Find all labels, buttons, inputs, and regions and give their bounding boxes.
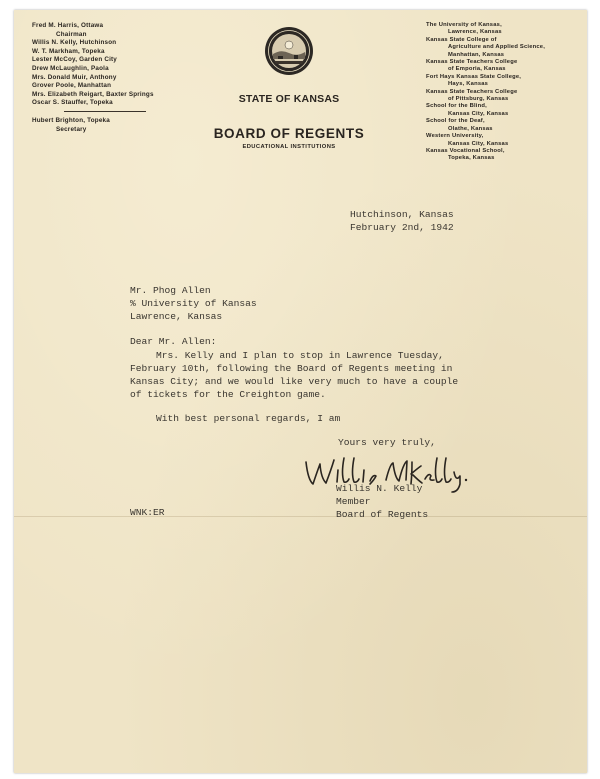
secretary-name: Hubert Brighton, Topeka	[32, 116, 110, 124]
letter-place: Hutchinson, Kansas	[350, 209, 454, 220]
institution-line: Topeka, Kansas	[448, 155, 495, 162]
institution-line: School for the Blind,	[426, 103, 487, 110]
institution-line: Olathe, Kansas	[448, 125, 493, 132]
institution-line: Kansas State Teachers College	[426, 88, 518, 95]
reference-initials: WNK:ER	[130, 507, 165, 518]
body-line: February 10th, following the Board of Regents meeting in	[130, 363, 453, 374]
officer-line: Mrs. Elizabeth Reigart, Baxter Springs	[32, 90, 154, 98]
institutions-list	[426, 22, 566, 163]
body-line: Mrs. Kelly and I plan to stop in Lawrence Tuesday,	[156, 350, 444, 361]
regards-line: With best personal regards, I am	[156, 413, 341, 424]
institution-line: Kansas State College of	[426, 36, 497, 43]
institution-line: Kansas City, Kansas	[448, 110, 509, 117]
state-seal-icon	[264, 26, 314, 76]
fold-line	[14, 516, 587, 517]
officer-line: Mrs. Donald Muir, Anthony	[32, 73, 117, 81]
institution-line: Kansas Vocational School,	[426, 147, 505, 154]
institution-line: Kansas State Teachers College	[426, 59, 518, 66]
officer-line: Fred M. Harris, Ottawa	[32, 22, 104, 29]
officer-line: Drew McLaughlin, Paola	[32, 64, 109, 72]
closing: Yours very truly,	[338, 437, 436, 448]
institution-line: of Pittsburg, Kansas	[448, 96, 509, 103]
institution-line: of Emporia, Kansas	[448, 66, 506, 73]
institution-line: Manhattan, Kansas	[448, 51, 505, 58]
signer-board: Board of Regents	[336, 509, 429, 520]
institution-line: School for the Deaf,	[426, 118, 485, 125]
institution-line: The University of Kansas,	[426, 22, 502, 28]
board-subtitle: EDUCATIONAL INSTITUTIONS	[242, 144, 336, 150]
recipient-line: Mr. Phog Allen	[130, 285, 211, 296]
signer-name: Willis N. Kelly	[336, 483, 423, 494]
institution-line: Western University,	[426, 133, 484, 140]
officer-line: Oscar S. Stauffer, Topeka	[32, 99, 113, 107]
recipient-line: Lawrence, Kansas	[130, 311, 223, 322]
officers-list	[32, 22, 202, 134]
letter-date: February 2nd, 1942	[350, 222, 454, 233]
institution-line: Kansas City, Kansas	[448, 140, 509, 147]
body-line: Kansas City; and we would like very much to have a couple	[130, 376, 459, 387]
secretary-title: Secretary	[56, 125, 87, 133]
officer-line: Lester McCoy, Garden City	[32, 56, 118, 64]
institution-line: Hays, Kansas	[448, 81, 489, 88]
officer-line: Chairman	[56, 30, 87, 38]
recipient-line: % University of Kansas	[130, 298, 257, 309]
state-name: STATE OF KANSAS	[238, 93, 340, 105]
signer-title: Member	[336, 496, 371, 507]
divider	[64, 111, 146, 112]
officer-line: W. T. Markham, Topeka	[32, 47, 105, 55]
board-name: BOARD OF REGENTS	[213, 126, 365, 141]
institution-line: Fort Hays Kansas State College,	[426, 73, 522, 80]
officer-line: Willis N. Kelly, Hutchinson	[32, 39, 117, 47]
officer-line: Grover Poole, Manhattan	[32, 82, 112, 90]
salutation: Dear Mr. Allen:	[130, 336, 217, 347]
body-line: of tickets for the Creighton game.	[130, 389, 326, 400]
institution-line: Lawrence, Kansas	[448, 29, 502, 36]
institution-line: Agriculture and Applied Science,	[448, 44, 546, 51]
